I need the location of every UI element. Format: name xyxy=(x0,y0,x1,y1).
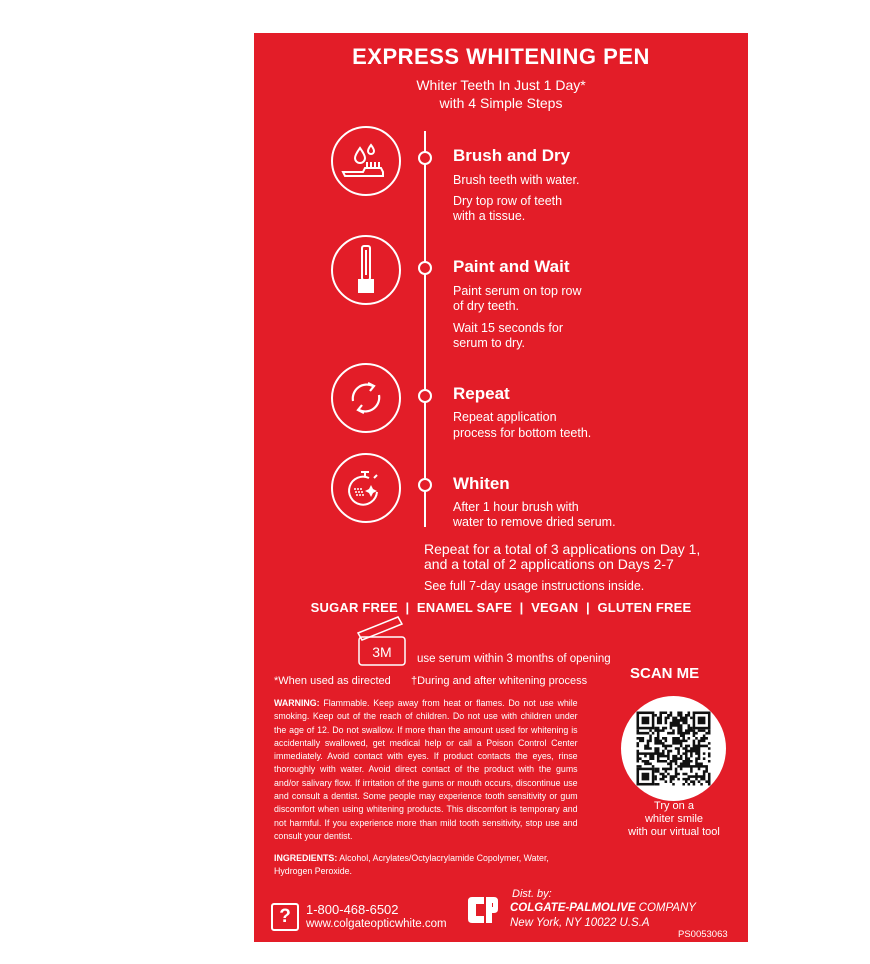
open-jar-icon xyxy=(354,615,410,669)
scan-me-label: SCAN ME xyxy=(630,665,700,682)
qr-caption-line-1: Try on a xyxy=(654,800,694,812)
subtitle-line-1: Whiter Teeth In Just 1 Day* xyxy=(416,77,586,93)
step-text: Dry top row of teeth xyxy=(453,194,563,208)
whitening-pen-icon xyxy=(331,235,401,305)
footnote-asterisk: *When used as directed xyxy=(274,675,391,687)
phone-number[interactable]: 1-800-468-6502 xyxy=(306,902,399,917)
step-text: Wait 15 seconds for xyxy=(453,321,564,335)
step-text: Repeat application xyxy=(453,410,557,424)
step-text: Brush teeth with water. xyxy=(453,173,580,187)
qr-caption-line-2: whiter smile xyxy=(644,813,704,825)
warning-label: WARNING: xyxy=(274,698,320,709)
stopwatch-sparkle-icon xyxy=(331,453,401,523)
usage-line-1: Repeat for a total of 3 applications on Day 1, xyxy=(424,541,701,557)
distributed-by-label: Dist. by: xyxy=(512,888,552,900)
qr-code[interactable] xyxy=(621,696,726,801)
step-text: After 1 hour brush with xyxy=(453,500,579,514)
step-text: serum to dry. xyxy=(453,336,526,350)
distributor-company xyxy=(510,902,696,914)
step-title: Brush and Dry xyxy=(453,146,571,165)
product-title: EXPRESS WHITENING PEN xyxy=(352,44,650,69)
warning-text: Flammable. Keep away from heat or flames. Do not use while smoking. Keep out of the reach of children. Do not use with children under the age of 12. Do not swallow. If more than the amount used for whitening is accidentally swallowed, get medical help or call a Poison Control Center immediately. Avoid contact with eyes. If product contacts the eyes, rinse thoroughly with water. Avoid direct contact of the product with the gums and/or salivary flow. If irritation of the gums or mouth occurs, discontinue use and consult a dentist. Some people may experience tooth sensitivity or gum discomfort when using whitening products. This discomfort is temporary and not harmful. If you experience more than mild tooth sensitivity, stop use and consult your dentist. xyxy=(274,698,578,842)
usage-repeat-note xyxy=(424,542,744,572)
product-claims: SUGAR FREE | ENAMEL SAFE | VEGAN | GLUTEN FREE xyxy=(310,600,692,615)
repeat-arrows-icon xyxy=(331,363,401,433)
step-text: water to remove dried serum. xyxy=(453,515,616,529)
product-subtitle xyxy=(254,76,748,112)
question-mark-icon: ? xyxy=(271,903,299,931)
product-code: PS0053063 xyxy=(678,929,728,940)
company-name-rest: COMPANY xyxy=(635,902,696,914)
step-title: Whiten xyxy=(453,474,510,493)
step-text: of dry teeth. xyxy=(453,299,520,313)
warning-text-block xyxy=(274,697,578,843)
step-text: process for bottom teeth. xyxy=(453,426,592,440)
step-text: Paint serum on top row xyxy=(453,284,582,298)
company-name-bold: COLGATE-PALMOLIVE xyxy=(510,902,636,914)
ingredients-block xyxy=(274,852,550,879)
timeline-node xyxy=(418,478,432,492)
package-panel xyxy=(254,33,748,942)
website-link[interactable]: www.colgateopticwhite.com xyxy=(306,918,447,930)
timeline-node xyxy=(418,151,432,165)
pao-text: use serum within 3 months of opening xyxy=(417,653,611,665)
steps-timeline xyxy=(424,131,426,527)
ingredients-label: INGREDIENTS: xyxy=(274,853,338,864)
timeline-node xyxy=(418,389,432,403)
qr-caption xyxy=(604,800,744,839)
footnote-dagger: †During and after whitening process xyxy=(411,675,588,687)
see-full-instructions: See full 7-day usage instructions inside. xyxy=(424,579,645,593)
distributor-address: New York, NY 10022 U.S.A xyxy=(510,917,650,929)
ingredients-text: Alcohol, Acrylates/Octylacrylamide Copolymer, Water, Hydrogen Peroxide. xyxy=(274,853,549,878)
toothbrush-water-icon xyxy=(331,126,401,196)
subtitle-line-2: with 4 Simple Steps xyxy=(439,95,563,111)
step-title: Repeat xyxy=(453,384,510,403)
qr-caption-line-3: with our virtual tool xyxy=(628,826,720,838)
step-text: with a tissue. xyxy=(453,209,526,223)
timeline-node xyxy=(418,261,432,275)
usage-line-2: and a total of 2 applications on Days 2-7 xyxy=(424,556,674,572)
pao-label: 3M xyxy=(372,644,392,660)
colgate-palmolive-logo-icon xyxy=(466,895,500,925)
step-title: Paint and Wait xyxy=(453,257,570,276)
